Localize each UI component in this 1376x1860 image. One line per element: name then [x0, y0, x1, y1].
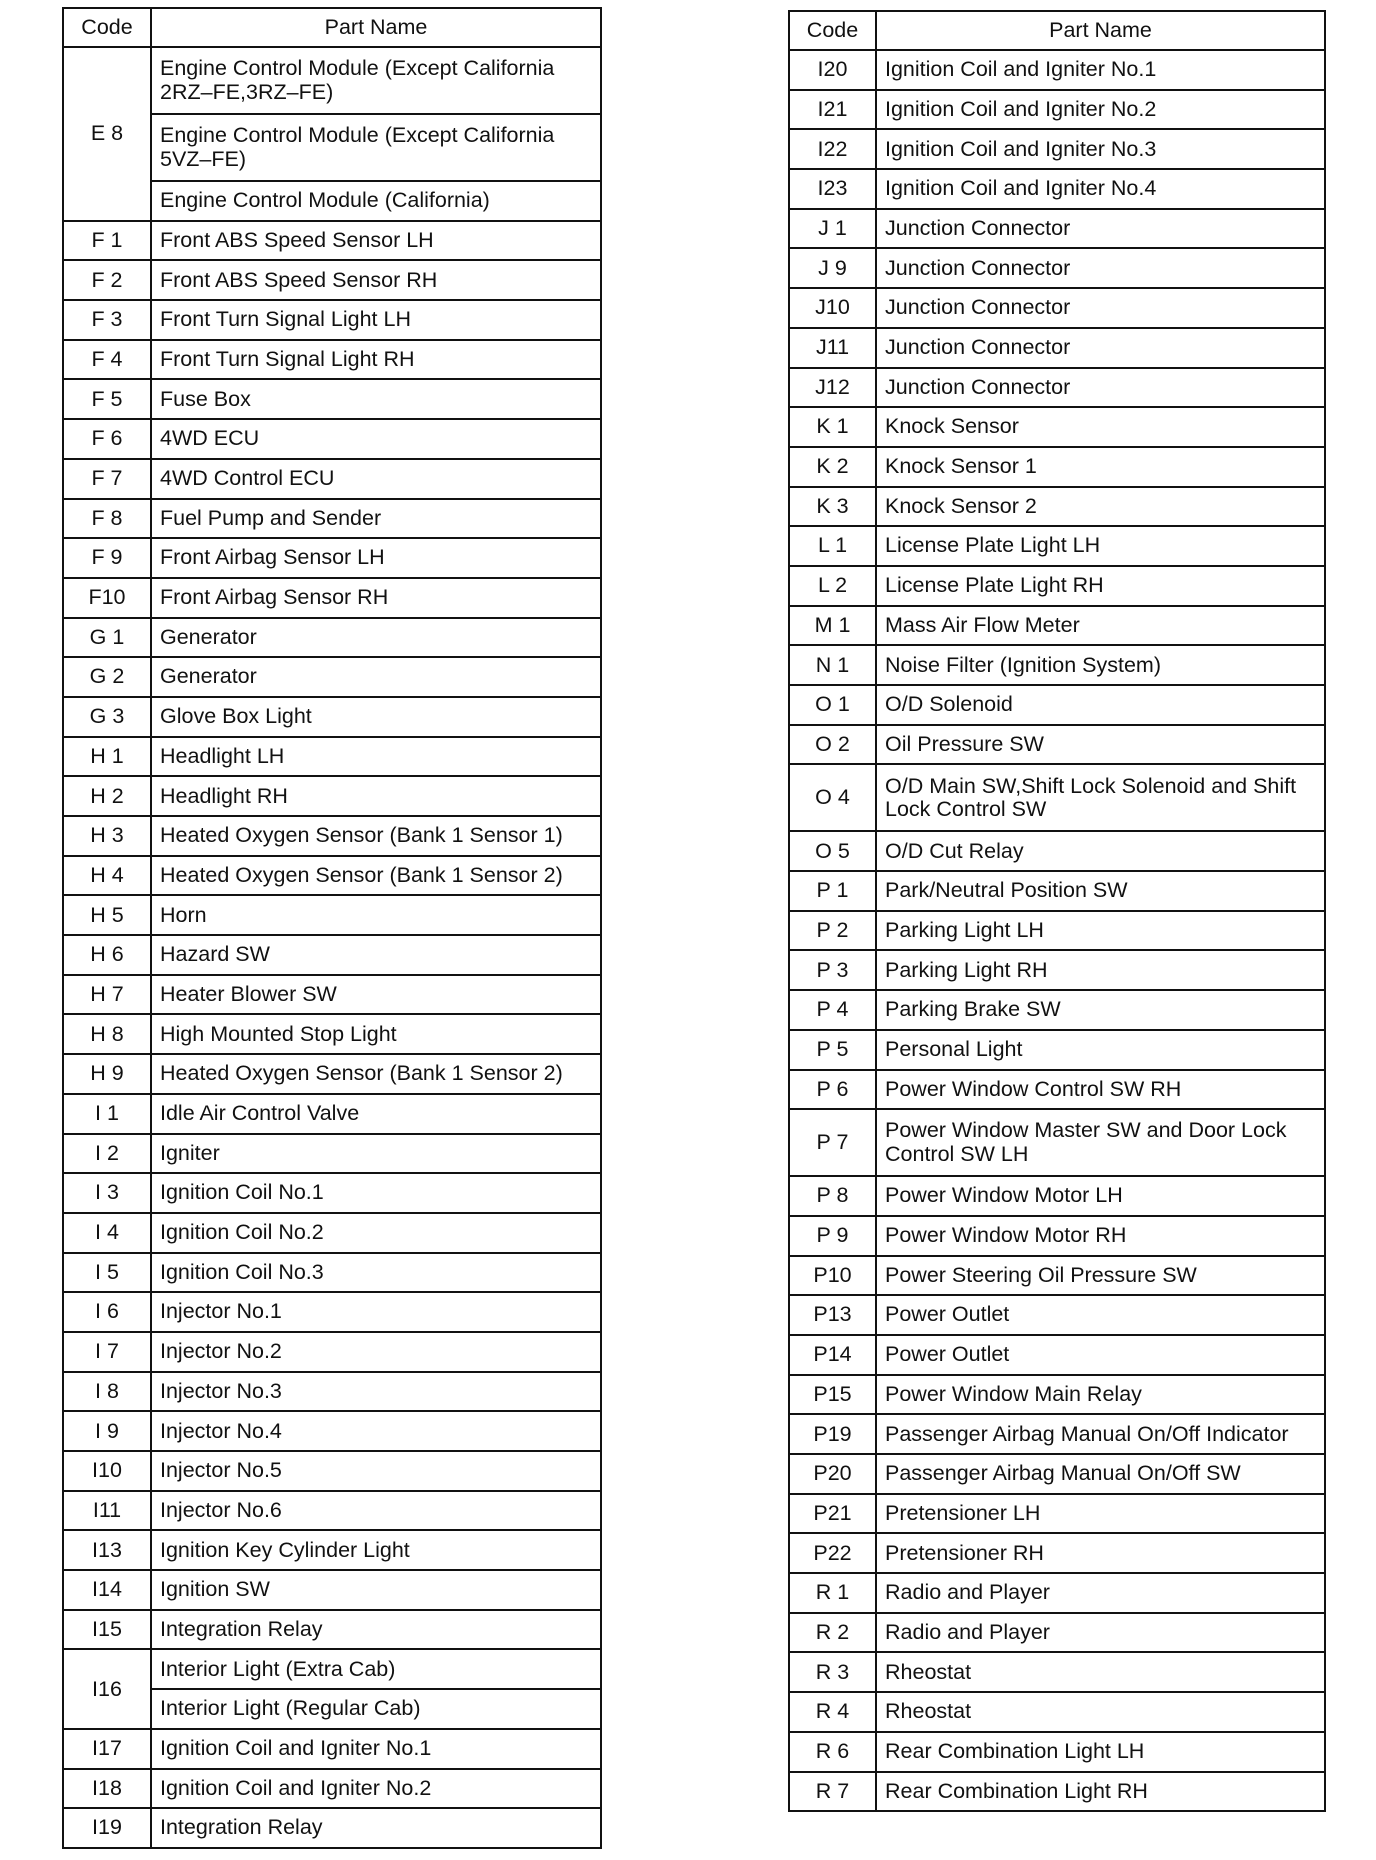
part-name-cell: Injector No.1: [151, 1292, 601, 1332]
part-name-cell: Ignition SW: [151, 1570, 601, 1610]
table-row: [63, 1411, 601, 1451]
table-row: [789, 911, 1325, 951]
code-cell: R 6: [789, 1732, 876, 1772]
part-name-cell: Idle Air Control Valve: [151, 1094, 601, 1134]
table-row: [789, 1216, 1325, 1256]
part-name-cell: High Mounted Stop Light: [151, 1014, 601, 1054]
table-row: [63, 618, 601, 658]
table-row: [63, 1570, 601, 1610]
code-cell: P20: [789, 1454, 876, 1494]
part-name-cell: Knock Sensor 1: [876, 447, 1325, 487]
table-row: [63, 1332, 601, 1372]
table-row: [63, 1530, 601, 1570]
part-name-cell: Junction Connector: [876, 288, 1325, 328]
table-row: [63, 1292, 601, 1332]
header-code: Code: [789, 11, 876, 50]
table-row: [63, 578, 601, 618]
table-row: [789, 1176, 1325, 1216]
part-name-cell: Front Airbag Sensor LH: [151, 538, 601, 578]
code-cell: P19: [789, 1414, 876, 1454]
part-name-cell: Rheostat: [876, 1652, 1325, 1692]
part-name-cell: Power Steering Oil Pressure SW: [876, 1256, 1325, 1296]
code-cell: P 8: [789, 1176, 876, 1216]
part-name-cell: Power Outlet: [876, 1335, 1325, 1375]
table-row: [63, 737, 601, 777]
part-name-cell: 4WD ECU: [151, 419, 601, 459]
header-part-name: Part Name: [151, 8, 601, 47]
part-name-cell: Pretensioner RH: [876, 1533, 1325, 1573]
table-row: [789, 566, 1325, 606]
code-cell: P 6: [789, 1070, 876, 1110]
code-cell: R 2: [789, 1613, 876, 1653]
header-part-name: Part Name: [876, 11, 1325, 50]
table-row: [63, 1054, 601, 1094]
part-name-cell: Fuel Pump and Sender: [151, 499, 601, 539]
code-cell: O 2: [789, 725, 876, 765]
code-cell: H 9: [63, 1054, 151, 1094]
code-cell: F 3: [63, 300, 151, 340]
code-cell: O 1: [789, 685, 876, 725]
part-name-cell: Junction Connector: [876, 328, 1325, 368]
code-cell: P 1: [789, 871, 876, 911]
table-row: [789, 725, 1325, 765]
part-name-cell: Parking Light RH: [876, 950, 1325, 990]
code-cell: P 3: [789, 950, 876, 990]
code-cell: P 2: [789, 911, 876, 951]
code-cell: P 4: [789, 990, 876, 1030]
code-cell: I14: [63, 1570, 151, 1610]
table-row: [63, 816, 601, 856]
part-name-cell: Knock Sensor: [876, 407, 1325, 447]
code-cell: F 2: [63, 260, 151, 300]
code-cell: I13: [63, 1530, 151, 1570]
part-name-cell: Generator: [151, 657, 601, 697]
table-row: [789, 328, 1325, 368]
table-row: [789, 990, 1325, 1030]
table-row: [63, 776, 601, 816]
table-row: [63, 935, 601, 975]
part-name-cell: Noise Filter (Ignition System): [876, 645, 1325, 685]
table-row: [789, 1295, 1325, 1335]
code-cell: P 9: [789, 1216, 876, 1256]
part-name-cell: Ignition Coil and Igniter No.1: [876, 50, 1325, 90]
code-cell: H 1: [63, 737, 151, 777]
table-row: [789, 1454, 1325, 1494]
code-cell: R 3: [789, 1652, 876, 1692]
table-row: [789, 950, 1325, 990]
code-cell: I 8: [63, 1372, 151, 1412]
part-name-cell: Power Window Main Relay: [876, 1375, 1325, 1415]
part-name-cell: Knock Sensor 2: [876, 487, 1325, 527]
table-row: [63, 1451, 601, 1491]
table-row: [63, 1134, 601, 1174]
table-row: [63, 1769, 601, 1809]
part-name-cell: Rear Combination Light RH: [876, 1772, 1325, 1812]
part-name-cell: Pretensioner LH: [876, 1494, 1325, 1534]
code-cell: H 5: [63, 895, 151, 935]
code-cell: I15: [63, 1610, 151, 1650]
table-row: [63, 1372, 601, 1412]
code-cell: F 6: [63, 419, 151, 459]
table-row: [63, 1729, 601, 1769]
parts-table-right: [788, 10, 1326, 1812]
table-row: [789, 1109, 1325, 1176]
table-row: [789, 487, 1325, 527]
table-row: [63, 340, 601, 380]
part-name-cell: Heated Oxygen Sensor (Bank 1 Sensor 1): [151, 816, 601, 856]
code-cell: G 1: [63, 618, 151, 658]
table-row: [63, 1253, 601, 1293]
part-name-cell: Parking Brake SW: [876, 990, 1325, 1030]
part-name-cell: Radio and Player: [876, 1573, 1325, 1613]
part-name-cell: O/D Cut Relay: [876, 831, 1325, 871]
part-name-cell: Interior Light (Regular Cab): [151, 1689, 601, 1729]
part-name-cell: Fuse Box: [151, 379, 601, 419]
code-cell: I 6: [63, 1292, 151, 1332]
table-row: [63, 419, 601, 459]
code-cell: P 5: [789, 1030, 876, 1070]
part-name-cell: Igniter: [151, 1134, 601, 1174]
code-cell: M 1: [789, 606, 876, 646]
code-cell: P22: [789, 1533, 876, 1573]
part-name-cell: Front ABS Speed Sensor RH: [151, 260, 601, 300]
table-row: [789, 1652, 1325, 1692]
code-cell: F 9: [63, 538, 151, 578]
code-cell: H 4: [63, 856, 151, 896]
part-name-cell: Front Turn Signal Light RH: [151, 340, 601, 380]
part-name-cell: Power Window Motor LH: [876, 1176, 1325, 1216]
table-row: [789, 526, 1325, 566]
table-row: [789, 1533, 1325, 1573]
code-cell: N 1: [789, 645, 876, 685]
table-row: [789, 50, 1325, 90]
table-row: [789, 764, 1325, 831]
part-name-cell: 4WD Control ECU: [151, 459, 601, 499]
part-name-cell: Front ABS Speed Sensor LH: [151, 221, 601, 261]
table-row: [789, 447, 1325, 487]
part-name-cell: Junction Connector: [876, 248, 1325, 288]
part-name-cell: Mass Air Flow Meter: [876, 606, 1325, 646]
part-name-cell: Hazard SW: [151, 935, 601, 975]
code-cell: I11: [63, 1491, 151, 1531]
part-name-cell: Interior Light (Extra Cab): [151, 1649, 601, 1689]
code-cell: I 1: [63, 1094, 151, 1134]
part-name-cell: O/D Solenoid: [876, 685, 1325, 725]
part-name-cell: Passenger Airbag Manual On/Off SW: [876, 1454, 1325, 1494]
part-name-cell: Ignition Coil No.3: [151, 1253, 601, 1293]
table-row: [63, 1610, 601, 1650]
table-row: [789, 169, 1325, 209]
part-name-cell: O/D Main SW,Shift Lock Solenoid and Shift Lock Control SW: [876, 764, 1325, 831]
code-cell: H 3: [63, 816, 151, 856]
part-name-cell: Engine Control Module (Except California 5VZ–FE): [151, 114, 601, 181]
code-cell: E 8: [63, 47, 151, 221]
code-cell: P 7: [789, 1109, 876, 1176]
table-row: [63, 499, 601, 539]
part-name-cell: Power Window Control SW RH: [876, 1070, 1325, 1110]
table-row: [789, 1030, 1325, 1070]
part-name-cell: Injector No.5: [151, 1451, 601, 1491]
part-name-cell: Power Outlet: [876, 1295, 1325, 1335]
code-cell: L 2: [789, 566, 876, 606]
table-row: [789, 1573, 1325, 1613]
code-cell: L 1: [789, 526, 876, 566]
table-row: [63, 300, 601, 340]
table-row: [789, 90, 1325, 130]
part-name-cell: Injector No.2: [151, 1332, 601, 1372]
table-row: [789, 1494, 1325, 1534]
code-cell: I 4: [63, 1213, 151, 1253]
table-row: [63, 1491, 601, 1531]
table-row: [789, 368, 1325, 408]
part-name-cell: Heated Oxygen Sensor (Bank 1 Sensor 2): [151, 1054, 601, 1094]
table-row: [63, 1649, 601, 1689]
code-cell: F 7: [63, 459, 151, 499]
table-row: [63, 459, 601, 499]
code-cell: J10: [789, 288, 876, 328]
table-row: [789, 1772, 1325, 1812]
code-cell: O 5: [789, 831, 876, 871]
part-name-cell: Parking Light LH: [876, 911, 1325, 951]
code-cell: K 2: [789, 447, 876, 487]
part-name-cell: Injector No.4: [151, 1411, 601, 1451]
table-row: [63, 895, 601, 935]
table-row: [63, 47, 601, 114]
part-name-cell: Injector No.6: [151, 1491, 601, 1531]
code-cell: I 5: [63, 1253, 151, 1293]
part-name-cell: Junction Connector: [876, 368, 1325, 408]
code-cell: F 5: [63, 379, 151, 419]
table-row: [789, 685, 1325, 725]
table-row: [789, 1732, 1325, 1772]
part-name-cell: Headlight RH: [151, 776, 601, 816]
part-name-cell: Horn: [151, 895, 601, 935]
code-cell: J11: [789, 328, 876, 368]
table-row: [63, 379, 601, 419]
part-name-cell: Power Window Master SW and Door Lock Control SW LH: [876, 1109, 1325, 1176]
part-name-cell: Front Airbag Sensor RH: [151, 578, 601, 618]
table-row: [63, 657, 601, 697]
table-row: [63, 260, 601, 300]
part-name-cell: License Plate Light LH: [876, 526, 1325, 566]
table-row: [789, 606, 1325, 646]
code-cell: G 3: [63, 697, 151, 737]
part-name-cell: Ignition Coil No.1: [151, 1173, 601, 1213]
code-cell: P15: [789, 1375, 876, 1415]
code-cell: O 4: [789, 764, 876, 831]
part-name-cell: Heater Blower SW: [151, 975, 601, 1015]
table-row: [789, 1414, 1325, 1454]
code-cell: I 3: [63, 1173, 151, 1213]
table-row: [63, 1213, 601, 1253]
code-cell: H 6: [63, 935, 151, 975]
parts-table-left: [62, 7, 602, 1849]
code-cell: I 7: [63, 1332, 151, 1372]
table-row: [63, 975, 601, 1015]
code-cell: I17: [63, 1729, 151, 1769]
part-name-cell: Radio and Player: [876, 1613, 1325, 1653]
table-row: [789, 871, 1325, 911]
code-cell: J 1: [789, 209, 876, 249]
header-code: Code: [63, 8, 151, 47]
part-name-cell: Park/Neutral Position SW: [876, 871, 1325, 911]
part-name-cell: Ignition Coil and Igniter No.2: [876, 90, 1325, 130]
part-name-cell: Integration Relay: [151, 1610, 601, 1650]
code-cell: P21: [789, 1494, 876, 1534]
table-row: [63, 697, 601, 737]
table-row: [789, 209, 1325, 249]
code-cell: J12: [789, 368, 876, 408]
code-cell: I22: [789, 129, 876, 169]
code-cell: I23: [789, 169, 876, 209]
code-cell: I 2: [63, 1134, 151, 1174]
table-row: [789, 1335, 1325, 1375]
table-row: [789, 1692, 1325, 1732]
table-row: [63, 1173, 601, 1213]
table-row: [789, 831, 1325, 871]
code-cell: P14: [789, 1335, 876, 1375]
part-name-cell: Personal Light: [876, 1030, 1325, 1070]
part-name-cell: Integration Relay: [151, 1808, 601, 1848]
code-cell: H 8: [63, 1014, 151, 1054]
part-name-cell: Ignition Coil and Igniter No.1: [151, 1729, 601, 1769]
table-row: [63, 1014, 601, 1054]
table-row: [789, 1613, 1325, 1653]
part-name-cell: Rear Combination Light LH: [876, 1732, 1325, 1772]
table-row: [789, 1375, 1325, 1415]
part-name-cell: Injector No.3: [151, 1372, 601, 1412]
code-cell: I21: [789, 90, 876, 130]
code-cell: K 1: [789, 407, 876, 447]
code-cell: P10: [789, 1256, 876, 1296]
code-cell: K 3: [789, 487, 876, 527]
code-cell: I16: [63, 1649, 151, 1728]
table-row: [789, 645, 1325, 685]
part-name-cell: Generator: [151, 618, 601, 658]
code-cell: P13: [789, 1295, 876, 1335]
part-name-cell: Ignition Coil No.2: [151, 1213, 601, 1253]
table-row: [63, 856, 601, 896]
code-cell: F 4: [63, 340, 151, 380]
part-name-cell: Glove Box Light: [151, 697, 601, 737]
code-cell: G 2: [63, 657, 151, 697]
table-row: [789, 407, 1325, 447]
part-name-cell: Engine Control Module (California): [151, 181, 601, 221]
table-row: [63, 538, 601, 578]
code-cell: H 7: [63, 975, 151, 1015]
code-cell: F 8: [63, 499, 151, 539]
code-cell: J 9: [789, 248, 876, 288]
part-name-cell: Passenger Airbag Manual On/Off Indicator: [876, 1414, 1325, 1454]
code-cell: R 4: [789, 1692, 876, 1732]
table-row: [63, 1808, 601, 1848]
code-cell: F 1: [63, 221, 151, 261]
code-cell: H 2: [63, 776, 151, 816]
part-name-cell: Ignition Coil and Igniter No.4: [876, 169, 1325, 209]
part-name-cell: License Plate Light RH: [876, 566, 1325, 606]
part-name-cell: Front Turn Signal Light LH: [151, 300, 601, 340]
table-row: [63, 221, 601, 261]
part-name-cell: Heated Oxygen Sensor (Bank 1 Sensor 2): [151, 856, 601, 896]
part-name-cell: Rheostat: [876, 1692, 1325, 1732]
code-cell: I19: [63, 1808, 151, 1848]
part-name-cell: Ignition Coil and Igniter No.3: [876, 129, 1325, 169]
part-name-cell: Ignition Key Cylinder Light: [151, 1530, 601, 1570]
code-cell: I20: [789, 50, 876, 90]
code-cell: R 1: [789, 1573, 876, 1613]
table-row: [789, 129, 1325, 169]
part-name-cell: Oil Pressure SW: [876, 725, 1325, 765]
code-cell: I10: [63, 1451, 151, 1491]
table-row: [789, 1070, 1325, 1110]
code-cell: I18: [63, 1769, 151, 1809]
table-row: [789, 288, 1325, 328]
code-cell: R 7: [789, 1772, 876, 1812]
code-cell: F10: [63, 578, 151, 618]
part-name-cell: Headlight LH: [151, 737, 601, 777]
part-name-cell: Power Window Motor RH: [876, 1216, 1325, 1256]
part-name-cell: Ignition Coil and Igniter No.2: [151, 1769, 601, 1809]
table-row: [789, 1256, 1325, 1296]
code-cell: I 9: [63, 1411, 151, 1451]
part-name-cell: Engine Control Module (Except California 2RZ–FE,3RZ–FE): [151, 47, 601, 114]
part-name-cell: Junction Connector: [876, 209, 1325, 249]
table-row: [789, 248, 1325, 288]
table-row: [63, 1094, 601, 1134]
